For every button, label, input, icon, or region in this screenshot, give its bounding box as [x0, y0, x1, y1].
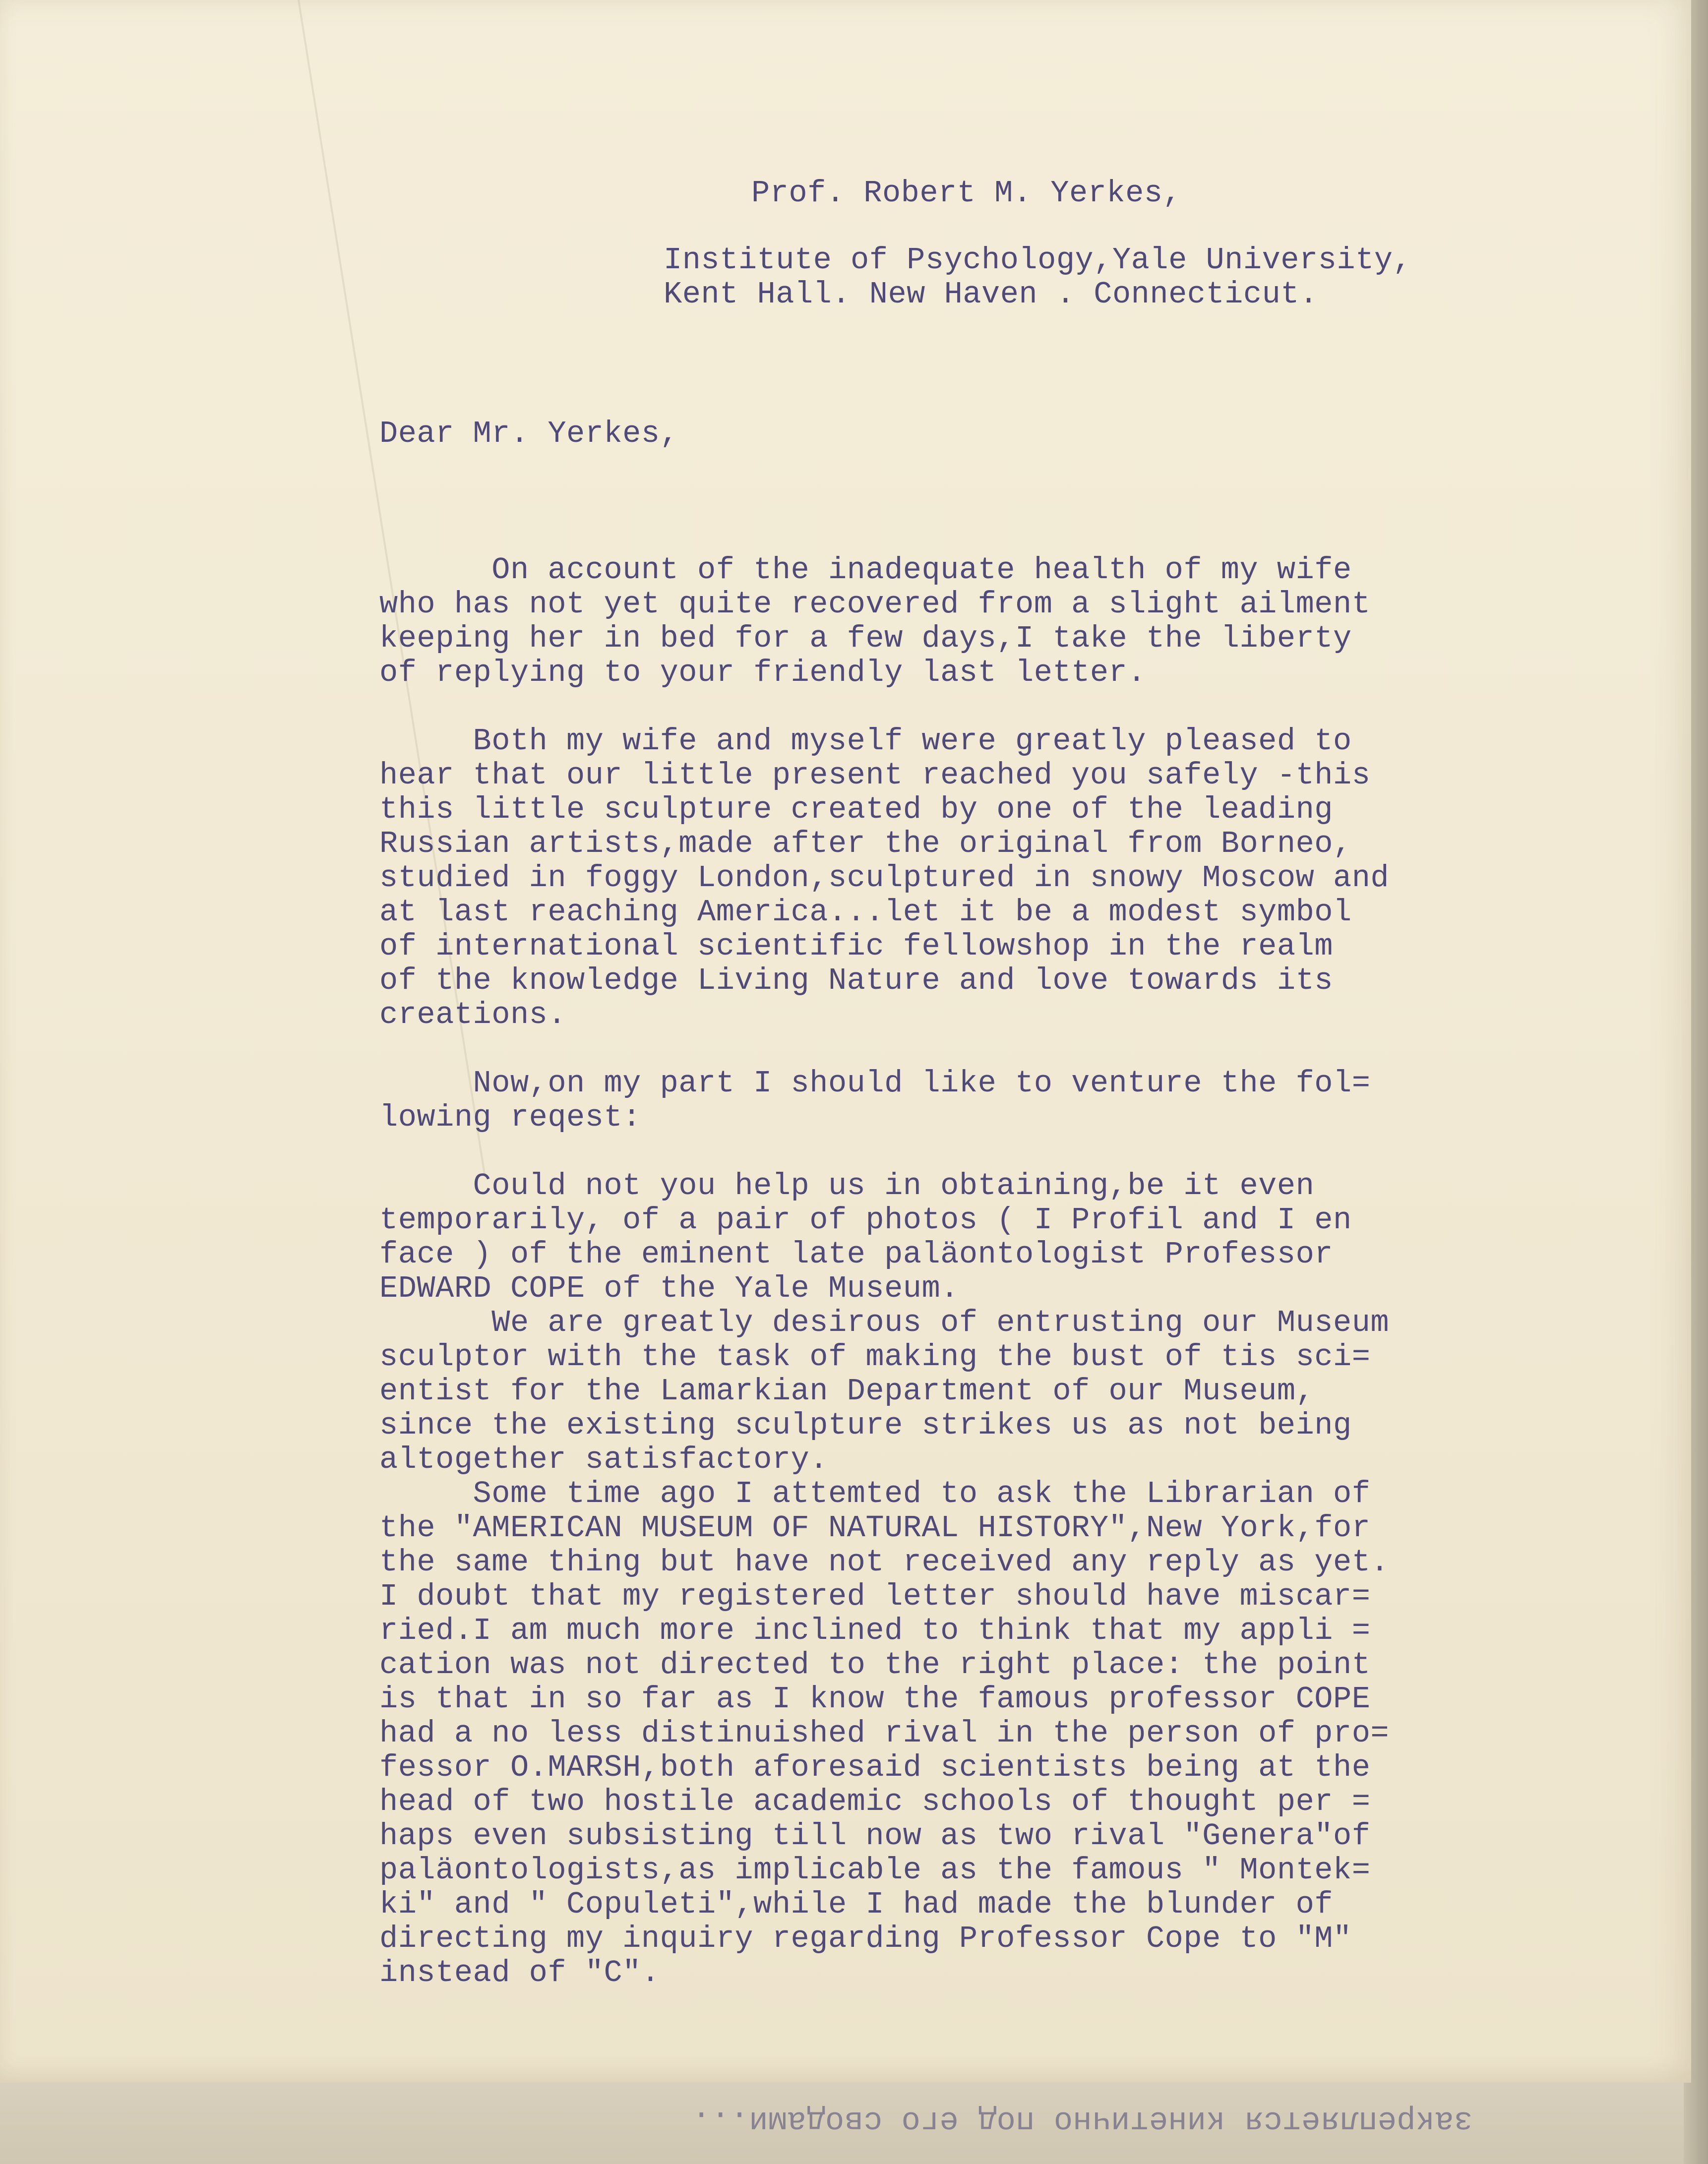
- mirrored-underlying-text: закрепляется кинетично под его сводами...: [692, 2103, 1473, 2138]
- body-line: since the existing sculpture strikes us as not being: [379, 1408, 1352, 1443]
- addressee-line: Prof. Robert M. Yerkes,: [751, 176, 1182, 211]
- body-line: hear that our little present reached you safely -this: [379, 758, 1371, 793]
- body-line: fessor O.MARSH,both aforesaid scientists being at the: [379, 1750, 1371, 1785]
- body-line: entist for the Lamarkian Department of our Museum,: [379, 1374, 1315, 1409]
- body-line: Russian artists,made after the original from Borneo,: [379, 826, 1352, 861]
- body-line: head of two hostile academic schools of thought per =: [379, 1784, 1371, 1819]
- body-line: Now,on my part I should like to venture the fol=: [379, 1066, 1371, 1101]
- body-line: creations.: [379, 997, 567, 1032]
- institution-line: Kent Hall. New Haven . Connecticut.: [664, 277, 1318, 312]
- body-line: who has not yet quite recovered from a slight ailment: [379, 587, 1371, 622]
- body-line: this little sculpture created by one of the leading: [379, 792, 1334, 827]
- body-line: ki" and " Copuleti",while I had made the blunder of: [379, 1887, 1334, 1922]
- body-line: I doubt that my registered letter should have miscar=: [379, 1579, 1371, 1614]
- body-line: keeping her in bed for a few days,I take the liberty: [379, 621, 1352, 656]
- body-line: [379, 1032, 1389, 1066]
- body-line: EDWARD COPE of the Yale Museum.: [379, 1271, 959, 1306]
- body-line: at last reaching America...let it be a modest symbol: [379, 895, 1352, 930]
- body-line: [379, 1135, 1389, 1169]
- body-line: instead of "C".: [379, 1955, 660, 1990]
- institution-line: Institute of Psychology,Yale University,: [664, 242, 1412, 278]
- body-line: temporarily, of a pair of photos ( I Profil and I en: [379, 1202, 1352, 1238]
- salutation: Dear Mr. Yerkes,: [379, 416, 679, 451]
- body-line: of the knowledge Living Nature and love towards its: [379, 963, 1334, 998]
- body-line: directing my inquiry regarding Professor Cope to "M": [379, 1921, 1352, 1956]
- body-line: Some time ago I attemted to ask the Librarian of: [379, 1476, 1371, 1511]
- body-line: On account of the inadequate health of my wife: [379, 552, 1352, 588]
- body-line: studied in foggy London,sculptured in snowy Moscow and: [379, 860, 1390, 896]
- letter-body: [379, 553, 1389, 1990]
- body-line: haps even subsisting till now as two rival "Genera"of: [379, 1818, 1371, 1854]
- body-line: altogether satisfactory.: [379, 1442, 828, 1477]
- body-line: Both my wife and myself were greatly pleased to: [379, 723, 1352, 759]
- body-line: Could not you help us in obtaining,be it even: [379, 1168, 1315, 1203]
- institution-address: [664, 243, 1411, 311]
- body-line: had a no less distinuished rival in the person of pro=: [379, 1716, 1390, 1751]
- body-line: ried.I am much more inclined to think that my appli =: [379, 1613, 1371, 1648]
- body-line: the same thing but have not received any reply as yet.: [379, 1545, 1390, 1580]
- body-line: face ) of the eminent late paläontologist Professor: [379, 1237, 1334, 1272]
- body-line: [379, 690, 1389, 724]
- body-line: lowing reqest:: [379, 1100, 641, 1135]
- body-line: of international scientific fellowshop in the realm: [379, 929, 1334, 964]
- body-line: We are greatly desirous of entrusting our Museum: [379, 1305, 1390, 1340]
- body-line: sculptor with the task of making the bust of tis sci=: [379, 1339, 1371, 1375]
- body-line: paläontologists,as implicable as the famous " Montek=: [379, 1853, 1371, 1888]
- body-line: the "AMERICAN MUSEUM OF NATURAL HISTORY",New York,for: [379, 1510, 1371, 1546]
- body-line: is that in so far as I know the famous professor COPE: [379, 1682, 1371, 1717]
- body-line: cation was not directed to the right place: the point: [379, 1647, 1371, 1683]
- body-line: of replying to your friendly last letter.: [379, 655, 1146, 690]
